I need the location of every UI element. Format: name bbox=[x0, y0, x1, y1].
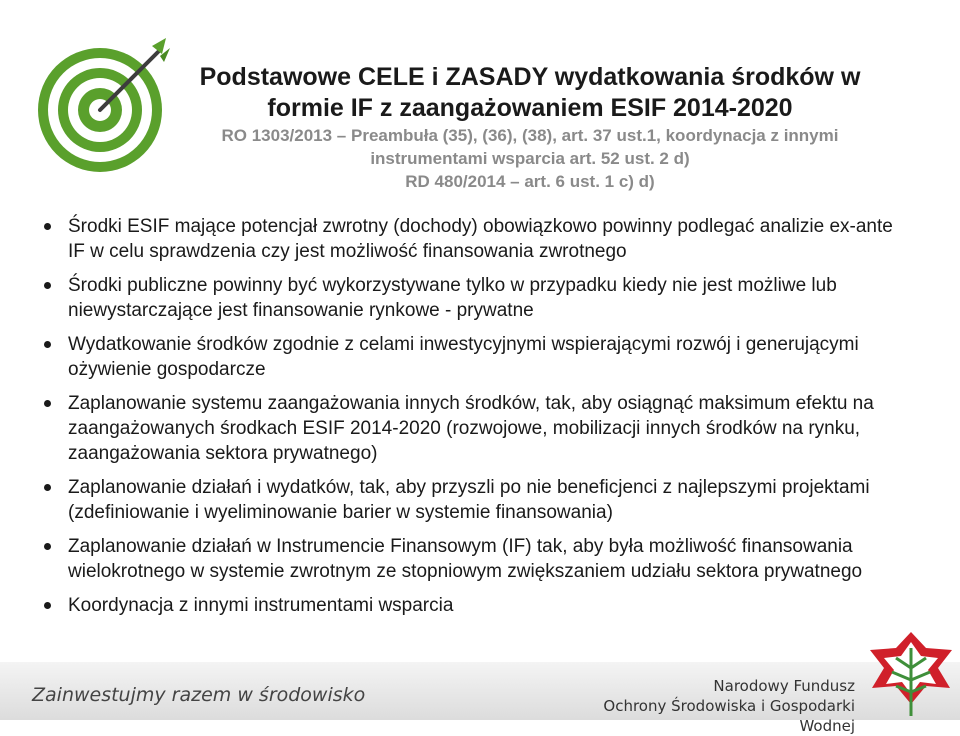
bullet-dot-icon bbox=[44, 484, 51, 491]
bullet-text: Zaplanowanie systemu zaangażowania innych środków, tak, aby osiągnąć maksimum efektu na zaangażowanych środkach ESIF 2014-2020 (rozwojowe, mobilizacji innych środków na rynku, zaangażowania sektora prywatnego) bbox=[68, 393, 874, 464]
bullet-item bbox=[30, 214, 910, 264]
bullet-item bbox=[30, 332, 910, 382]
slide-header bbox=[170, 62, 890, 193]
bullet-dot-icon bbox=[44, 282, 51, 289]
bullet-dot-icon bbox=[44, 543, 51, 550]
subtitle-line-2: instrumentami wsparcia art. 52 ust. 2 d) bbox=[370, 149, 690, 168]
bullet-list bbox=[30, 214, 910, 627]
footer-motto: Zainwestujmy razem w środowisko bbox=[32, 684, 366, 706]
bullet-dot-icon bbox=[44, 341, 51, 348]
bullet-text: Zaplanowanie działań i wydatków, tak, aby przyszli po nie beneficjenci z najlepszymi projektami (zdefiniowanie i wyeliminowanie barier w systemie finansowania) bbox=[68, 477, 870, 523]
bullet-item bbox=[30, 273, 910, 323]
subtitle-line-3: RD 480/2014 – art. 6 ust. 1 c) d) bbox=[405, 172, 655, 191]
bullet-dot-icon bbox=[44, 400, 51, 407]
target-icon bbox=[12, 18, 172, 178]
org-name-line-1: Narodowy Fundusz bbox=[713, 677, 855, 695]
org-name-line-2: Ochrony Środowiska i Gospodarki Wodnej bbox=[603, 697, 855, 735]
org-name bbox=[600, 676, 855, 736]
title-line-2: formie IF z zaangażowaniem ESIF 2014-2020 bbox=[267, 94, 793, 122]
subtitle-line-1: RO 1303/2013 – Preambuła (35), (36), (38), art. 37 ust.1, koordynacja z innymi bbox=[221, 126, 839, 145]
bullet-item bbox=[30, 391, 910, 466]
bullet-dot-icon bbox=[44, 223, 51, 230]
bullet-item bbox=[30, 534, 910, 584]
bullet-dot-icon bbox=[44, 602, 51, 609]
bullet-item bbox=[30, 593, 910, 618]
bullet-text: Koordynacja z innymi instrumentami wsparcia bbox=[68, 595, 454, 616]
bullet-text: Środki ESIF mające potencjał zwrotny (dochody) obowiązkowo powinny podlegać analizie ex-ante IF w celu sprawdzenia czy jest możliwość finansowania zwrotnego bbox=[68, 216, 893, 262]
title-line-1: Podstawowe CELE i ZASADY wydatkowania środków w bbox=[199, 63, 861, 91]
bullet-text: Środki publiczne powinny być wykorzystywane tylko w przypadku kiedy nie jest możliwe lub niewystarczające jest finansowanie rynkowe - prywatne bbox=[68, 275, 837, 321]
bullet-item bbox=[30, 475, 910, 525]
bullet-text: Wydatkowanie środków zgodnie z celami inwestycyjnymi wspierającymi rozwój i generującymi ożywienie gospodarcze bbox=[68, 334, 859, 380]
bullet-text: Zaplanowanie działań w Instrumencie Finansowym (IF) tak, aby była możliwość finansowania wielokrotnego w systemie zwrotnym ze stopniowym zwiększaniem udziału sektora prywatnego bbox=[68, 536, 863, 582]
nfosigw-tree-logo bbox=[866, 628, 956, 718]
